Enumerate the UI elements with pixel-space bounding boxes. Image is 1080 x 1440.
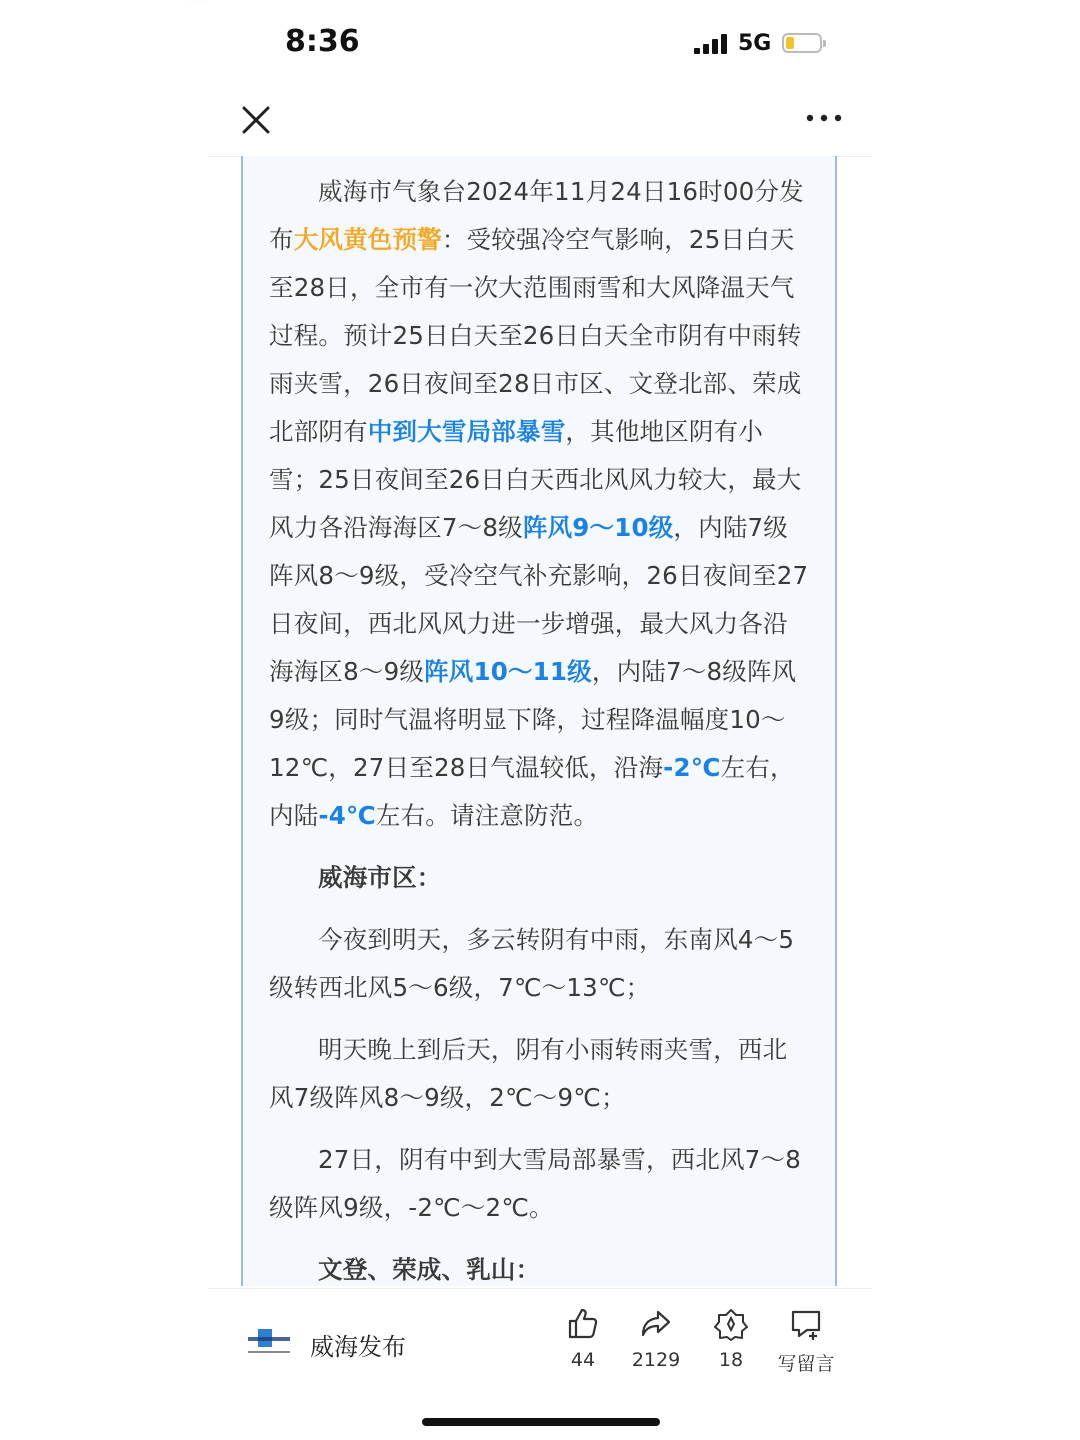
warning-paragraph (269, 168, 809, 840)
phone-screen (208, 0, 872, 1440)
status-bar (208, 0, 872, 90)
comment-icon (789, 1307, 823, 1341)
section-title-counties: 文登、荣成、乳山： (318, 1255, 541, 1284)
share-icon (639, 1307, 673, 1341)
like-button[interactable] (548, 1307, 618, 1371)
battery-icon (782, 33, 822, 53)
text-span: 左右。请注意防范。 (375, 801, 599, 830)
close-icon[interactable] (238, 102, 274, 138)
highlight-snow: 中到大雪局部暴雪 (367, 417, 566, 446)
more-icon[interactable] (804, 108, 844, 128)
highlight-inland-temp: -4℃ (318, 801, 376, 830)
recommend-count: 18 (718, 1349, 744, 1371)
highlight-gust-2: 阵风10～11级 (424, 657, 592, 686)
text-span: ：受较强冷空气影响，25日白天至28日，全市有一次大范围雨雪和大风降温天气过程。预计25日白天至26日白天全市阴有中雨转雨夹雪，26日夜间至28日市区、文登北部、荣成北部阴有 (269, 225, 802, 446)
section-title-urban: 威海市区： (318, 863, 442, 892)
text-span: 威海市气象台2024年11月24日16时00分发布 (269, 177, 804, 254)
status-time: 8:36 (285, 24, 360, 59)
highlight-coastal-temp: -2℃ (663, 753, 721, 782)
top-nav (208, 90, 872, 157)
signal-icon (694, 34, 730, 54)
text-span: ，内陆7级阵风8～9级，受冷空气补充影响，26日夜间至27日夜间，西北风风力进一步增强，最大风力各沿海海区8～9级 (269, 513, 809, 686)
forecast-27th: 27日，阴有中到大雪局部暴雪，西北风7～8级阵风9级，-2℃～2℃。 (269, 1145, 802, 1222)
recommend-icon (714, 1307, 748, 1341)
forecast-tomorrow-night: 明天晚上到后天，阴有小雨转雨夹雪，西北风7级阵风8～9级，2℃～9℃； (269, 1035, 788, 1112)
share-count: 2129 (631, 1349, 681, 1371)
recommend-button[interactable] (696, 1307, 766, 1371)
share-button[interactable] (621, 1307, 691, 1371)
comment-button[interactable] (771, 1307, 841, 1376)
highlight-gust-1: 阵风9～10级 (522, 513, 674, 542)
text-span: ，内陆7～8级阵风9级；同时气温将明显下降，过程降温幅度10～12℃，27日至28日气温较低，沿海 (269, 657, 797, 782)
text-span: ，其他地区阴有小雪；25日夜间至26日白天西北风风力较大，最大风力各沿海海区7～8级 (269, 417, 802, 542)
account-logo-icon[interactable] (246, 1327, 292, 1359)
like-count: 44 (570, 1349, 596, 1371)
warning-highlight: 大风黄色预警 (293, 225, 442, 254)
like-icon (566, 1307, 600, 1341)
network-label: 5G (738, 31, 772, 56)
account-name[interactable]: 威海发布 (310, 1333, 406, 1361)
forecast-tonight: 今夜到明天，多云转阴有中雨，东南风4～5级转西北风5～6级，7℃～13℃； (269, 925, 795, 1002)
bottom-bar (208, 1288, 872, 1389)
comment-label: 写留言 (777, 1353, 835, 1375)
home-indicator[interactable] (422, 1418, 660, 1426)
text-span: 左右，内陆 (269, 753, 795, 830)
article-content (241, 156, 837, 1286)
